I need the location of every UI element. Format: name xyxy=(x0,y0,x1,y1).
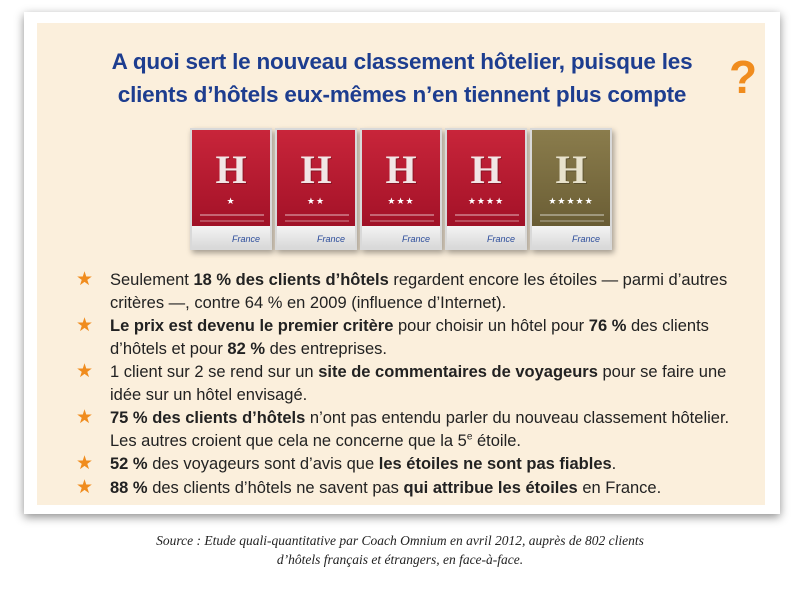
plaque-fine-print xyxy=(285,214,349,222)
list-item-text: Le prix est devenu le premier critère pour choisir un hôtel pour 76 % des clients d’hôtels et pour 82 % des entreprises. xyxy=(110,317,709,358)
plaque-logo: France xyxy=(401,234,430,244)
plaque-logo: France xyxy=(571,234,600,244)
title-line-1: A quoi sert le nouveau classement hôtelier, puisque les xyxy=(111,49,693,74)
source-line-2: d’hôtels français et étrangers, en face-à-face. xyxy=(276,552,524,567)
source-line-1: Source : Etude quali-quantitative par Coach Omnium en avril 2012, auprès de 802 clients xyxy=(156,533,644,548)
plaque-letter: H xyxy=(215,147,247,192)
plaque-1-star xyxy=(190,128,272,250)
findings-list xyxy=(76,269,756,500)
list-item xyxy=(76,453,756,476)
star-bullet-icon: ★ xyxy=(76,315,94,336)
plaque-letter: H xyxy=(385,147,417,192)
plaque-logo: France xyxy=(231,234,260,244)
plaque-letter: H xyxy=(555,147,587,192)
source-caption xyxy=(0,531,800,569)
plaque-stars: ★ xyxy=(226,196,236,206)
plaque-stars: ★★ xyxy=(306,196,326,206)
list-item xyxy=(76,477,756,500)
star-bullet-icon: ★ xyxy=(76,476,94,498)
list-item-text: Seulement 18 % des clients d’hôtels regardent encore les étoiles — parmi d’autres critères —, contre 64 % en 2009 (influence d’Internet). xyxy=(110,271,728,312)
plaque-stars: ★★★★ xyxy=(467,196,505,206)
plaque-5-stars xyxy=(530,128,612,250)
title-line-2: clients d’hôtels eux-mêmes n’en tiennent plus compte xyxy=(117,82,687,107)
plaque-logo: France xyxy=(486,234,515,244)
list-item-text: 52 % des voyageurs sont d’avis que les étoiles ne sont pas fiables. xyxy=(110,455,617,473)
plaque-fine-print xyxy=(370,214,434,222)
star-bullet-icon: ★ xyxy=(76,361,94,382)
list-item xyxy=(76,361,756,406)
plaque-fine-print xyxy=(540,214,604,222)
plaque-3-stars xyxy=(360,128,442,250)
plaque-stars: ★★★★★ xyxy=(548,196,594,206)
list-item-text: 88 % des clients d’hôtels ne savent pas qui attribue les étoiles en France. xyxy=(110,478,662,497)
question-mark-icon: ? xyxy=(729,51,758,103)
plaque-4-stars xyxy=(445,128,527,250)
list-item xyxy=(76,407,756,452)
hotel-star-plaques xyxy=(190,128,622,250)
infographic-card xyxy=(24,12,780,514)
star-bullet-icon: ★ xyxy=(76,269,94,290)
list-item xyxy=(76,269,756,314)
plaque-2-stars xyxy=(275,128,357,250)
star-bullet-icon: ★ xyxy=(76,407,94,428)
plaque-letter: H xyxy=(470,147,502,192)
plaque-letter: H xyxy=(300,147,332,192)
star-bullet-icon: ★ xyxy=(76,453,94,474)
plaque-fine-print xyxy=(200,214,264,222)
list-item-text: 75 % des clients d’hôtels n’ont pas entendu parler du nouveau classement hôtelier. Les autres croient que cela ne concerne que la 5e étoile. xyxy=(110,409,730,450)
page-title xyxy=(24,45,780,111)
plaque-fine-print xyxy=(455,214,519,222)
plaque-stars: ★★★ xyxy=(387,196,415,206)
list-item-text: 1 client sur 2 se rend sur un site de commentaires de voyageurs pour se faire une idée sur un hôtel envisagé. xyxy=(110,363,727,404)
list-item xyxy=(76,315,756,360)
plaque-logo: France xyxy=(316,234,345,244)
